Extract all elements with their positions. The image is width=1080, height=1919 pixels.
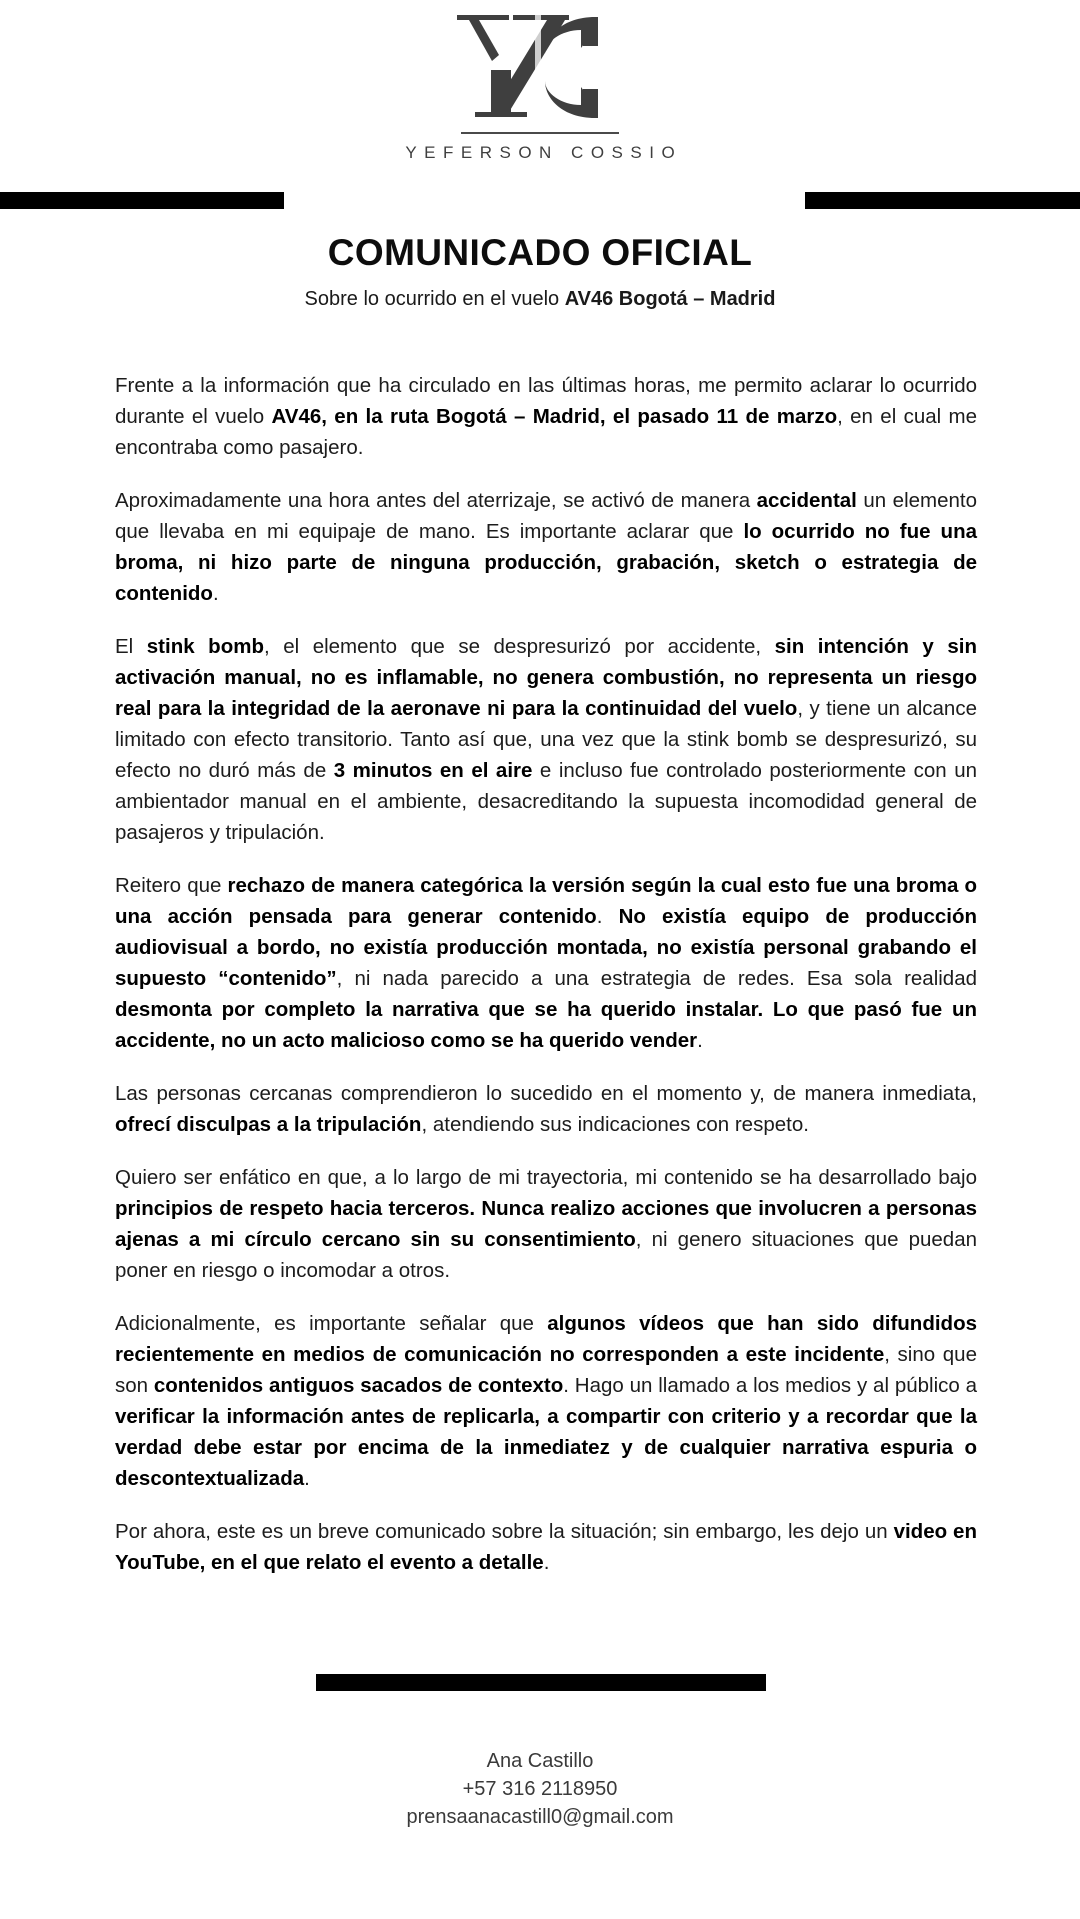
body-text: Adicionalmente, es importante señalar que [115,1312,548,1335]
paragraph-p5 [115,1078,977,1140]
emphasis-text: lo ocurrido no fue una broma, ni hizo parte de ninguna producción, grabación, sketch o estrategia de contenido [115,520,977,605]
brand-name: YEFERSON COSSIO [405,143,683,162]
body-text: . [212,582,219,605]
body-text: . [304,1467,310,1490]
yc-monogram-icon [435,8,645,130]
emphasis-text: 3 minutos en el aire [333,759,533,782]
emphasis-text: AV46, en la ruta Bogotá – Madrid, el pasado 11 de marzo [271,405,838,428]
emphasis-text: contenidos antiguos sacados de contexto [153,1374,564,1397]
paragraph-p1 [115,370,977,463]
body-text: . Hago un llamado a los medios y al público a [563,1374,978,1397]
paragraph-p6 [115,1162,977,1286]
header-bar-right [805,192,1080,209]
emphasis-text: video en YouTube, en el que relato el evento a detalle [115,1520,977,1574]
contact-email: prensaanacastill0@gmail.com [406,1806,674,1828]
body-text: Reitero que [115,874,228,897]
body-text: Aproximadamente una hora antes del aterrizaje, se activó de manera [115,489,757,512]
subtitle-flight: AV46 Bogotá – Madrid [564,288,776,310]
body-text: un elemento que llevaba en mi equipaje de mano. Es importante aclarar que [115,489,978,543]
statement-body [115,370,977,1578]
body-text: Las personas cercanas comprendieron lo sucedido en el momento y, de manera inmediata, [115,1082,977,1105]
emphasis-text: stink bomb [146,635,264,658]
body-text: . [697,1029,703,1052]
body-text: Quiero ser enfático en que, a lo largo de mi trayectoria, mi contenido se ha desarrollado bajo [115,1166,977,1189]
paragraph-p4 [115,870,977,1056]
emphasis-text: sin intención y sin activación manual, no es inflamable, no genera combustión, no representa un riesgo real para la integridad de la aeronave ni para la continuidad del vuelo [115,635,977,720]
emphasis-text: No existía equipo de producción audiovisual a bordo, no existía producción montada, no existía personal grabando el supuesto “contenido” [115,905,977,990]
body-text: , y tiene un alcance limitado con efecto transitorio. Tanto así que, una vez que la stink bomb se despresurizó, su efecto no duró más de [115,697,977,782]
paragraph-p2 [115,485,977,609]
logo-divider-rule [461,132,619,134]
paragraph-p3 [115,631,977,848]
body-text: , el elemento que se despresurizó por accidente, [263,635,775,658]
emphasis-text: algunos vídeos que han sido difundidos recientemente en medios de comunicación no corresponden a este incidente [115,1312,977,1366]
body-text: . [596,905,619,928]
brand-logo-block [0,8,1080,173]
body-text: , ni genero situaciones que puedan poner en riesgo o incomodar a otros. [115,1228,977,1282]
page-subtitle [0,288,1080,311]
header-bar-left [0,192,284,209]
body-text: . [543,1551,550,1574]
body-text: , en el cual me encontraba como pasajero. [115,405,978,459]
emphasis-text: accidental [756,489,857,512]
body-text: El [115,635,147,658]
emphasis-text: desmonta por completo la narrativa que se ha querido instalar. Lo que pasó fue un accidente, no un acto malicioso como se ha querido vender [115,998,977,1052]
body-text: , sino que son [115,1343,977,1397]
subtitle-prefix: Sobre lo ocurrido en el vuelo [304,288,565,310]
contact-phone: +57 316 2118950 [462,1778,618,1800]
body-text: Por ahora, este es un breve comunicado sobre la situación; sin embargo, les dejo un [115,1520,894,1543]
footer-bar [316,1674,766,1691]
emphasis-text: ofrecí disculpas a la tripulación [115,1113,422,1136]
emphasis-text: principios de respeto hacia terceros. Nunca realizo acciones que involucren a personas ajenas a mi círculo cercano sin su consentimiento [115,1197,977,1251]
paragraph-p8 [115,1516,977,1578]
paragraph-p7 [115,1308,977,1494]
body-text: Frente a la información que ha circulado en las últimas horas, me permito aclarar lo ocurrido durante el vuelo [115,374,977,428]
emphasis-text: rechazo de manera categórica la versión según la cual esto fue una broma o una acción pensada para generar contenido [115,874,977,928]
footer-contact-block [0,1747,1080,1831]
emphasis-text: verificar la información antes de replicarla, a compartir con criterio y a recordar que la verdad debe estar por encima de la inmediatez y de cualquier narrativa espuria o descontextualizada [115,1405,977,1490]
page-title: COMUNICADO OFICIAL [327,232,753,273]
body-text: , ni nada parecido a una estrategia de redes. Esa sola realidad [336,967,978,990]
body-text: , atendiendo sus indicaciones con respeto. [421,1113,809,1136]
body-text: e incluso fue controlado posteriormente con un ambientador manual en el ambiente, desacreditando la supuesta incomodidad general de pasajeros y tripulación. [115,759,977,844]
contact-name: Ana Castillo [486,1750,594,1772]
